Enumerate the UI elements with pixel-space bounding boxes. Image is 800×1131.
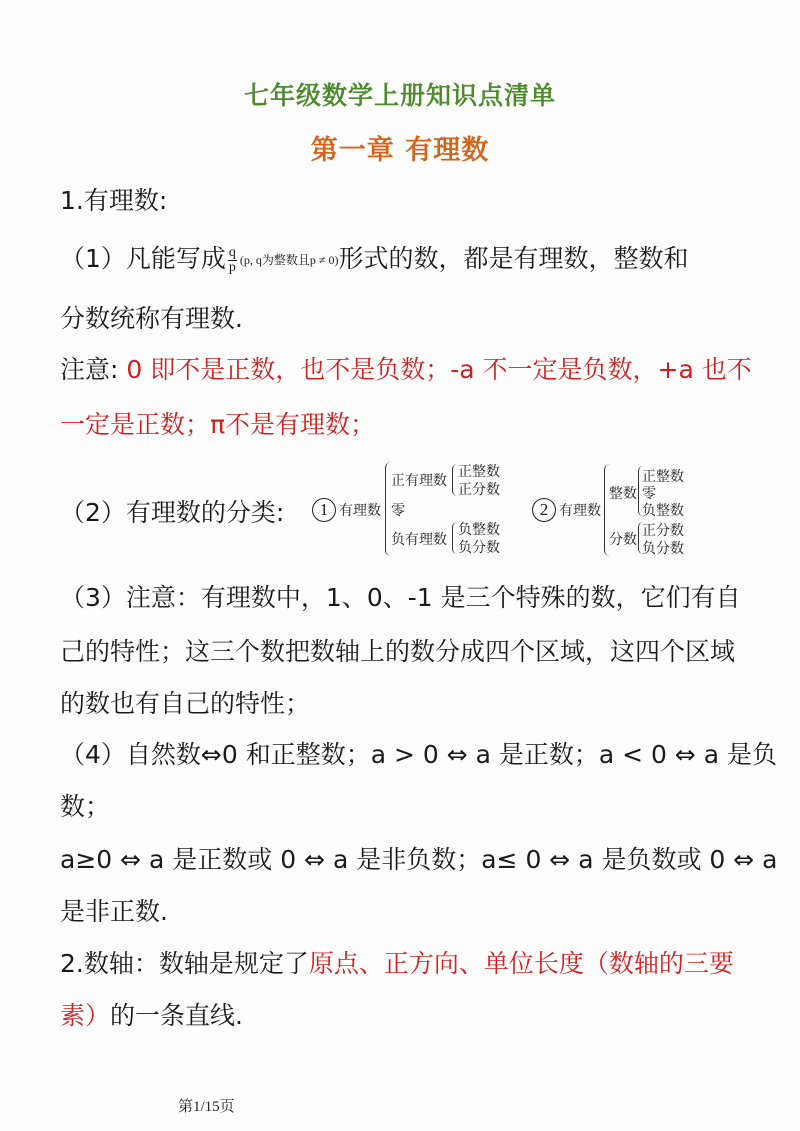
item-4-line-3: a≥0 ⇔ a 是正数或 0 ⇔ a 是非负数；a≤ 0 ⇔ a 是负数或 0 ⇔ a — [60, 845, 778, 874]
section-2-line-2 — [60, 1001, 243, 1031]
tree-2-leaf-positive-fraction: 正分数 — [642, 523, 684, 539]
brace-icon — [452, 464, 457, 496]
tree-2-leaf-negative-integer: 负整数 — [642, 503, 684, 519]
section-2-suffix: 的一条直线. — [110, 1001, 243, 1030]
note-text-red: 0 即不是正数，也不是负数；-a 不一定是负数，+a 也不 — [118, 355, 752, 384]
item-1-line-2: 分数统称有理数. — [60, 304, 243, 333]
item-1-prefix: （1）凡能写成 — [60, 244, 226, 273]
circled-number-1: 1 — [312, 498, 336, 522]
section-2-red-text: 原点、正方向、单位长度（数轴的三要 — [308, 949, 734, 978]
note-line-1 — [60, 355, 752, 385]
brace-icon — [452, 522, 457, 554]
tree-2-leaf-negative-fraction: 负分数 — [642, 541, 684, 557]
page-indicator: 第1/15页 — [178, 1099, 235, 1115]
tree-2-branch-integer: 整数 — [609, 486, 637, 502]
note-label: 注意: — [60, 355, 119, 384]
classification-tree-1 — [312, 460, 522, 560]
tree-1-branch-negative: 负有理数 — [391, 532, 447, 548]
item-4-line-4: 是非正数. — [60, 897, 168, 926]
item-3-line-2: 己的特性；这三个数把数轴上的数分成四个区域，这四个区域 — [60, 637, 736, 666]
tree-1-leaf-positive-fraction: 正分数 — [458, 482, 500, 498]
fraction-numerator: q — [228, 244, 236, 260]
tree-2-leaf-zero: 零 — [642, 486, 656, 502]
item-2-label: （2）有理数的分类: — [60, 498, 285, 527]
section-2-prefix: 2.数轴：数轴是规定了 — [60, 949, 309, 978]
item-1-suffix: 形式的数，都是有理数，整数和 — [338, 244, 689, 273]
tree-1-root: 有理数 — [339, 503, 381, 519]
circled-number-2: 2 — [532, 498, 556, 522]
chapter-heading: 第一章 有理数 — [310, 135, 490, 166]
item-4-line-1: （4）自然数⇔0 和正整数；a > 0 ⇔ a 是正数；a < 0 ⇔ a 是负 — [60, 740, 778, 769]
tree-2-leaf-positive-integer: 正整数 — [642, 469, 684, 485]
section-2-line-1 — [60, 949, 734, 979]
tree-1-leaf-negative-fraction: 负分数 — [458, 540, 500, 556]
classification-tree-2 — [532, 460, 712, 560]
fraction-q-over-p — [228, 246, 237, 275]
tree-1-branch-zero: 零 — [391, 503, 405, 519]
item-3-line-3: 的数也有自己的特性； — [60, 689, 311, 718]
tree-2-root: 有理数 — [559, 503, 601, 519]
fraction-condition: (p, q为整数且p ≠ 0) — [239, 253, 339, 267]
section-1-heading: 1.有理数: — [60, 186, 168, 215]
note-line-2: 一定是正数；π不是有理数； — [60, 410, 376, 439]
tree-1-branch-positive: 正有理数 — [391, 473, 447, 489]
item-4-line-2: 数； — [60, 792, 111, 821]
section-2-red-text-2: 素） — [60, 1001, 111, 1030]
item-1-line-1 — [60, 244, 689, 275]
tree-1-leaf-negative-integer: 负整数 — [458, 522, 500, 538]
item-3-line-1: （3）注意：有理数中，1、0、-1 是三个特殊的数，它们有自 — [60, 583, 741, 612]
tree-1-leaf-positive-integer: 正整数 — [458, 464, 500, 480]
tree-2-branch-fraction: 分数 — [609, 532, 637, 548]
document-title: 七年级数学上册知识点清单 — [243, 81, 556, 110]
fraction-denominator: p — [228, 259, 236, 275]
